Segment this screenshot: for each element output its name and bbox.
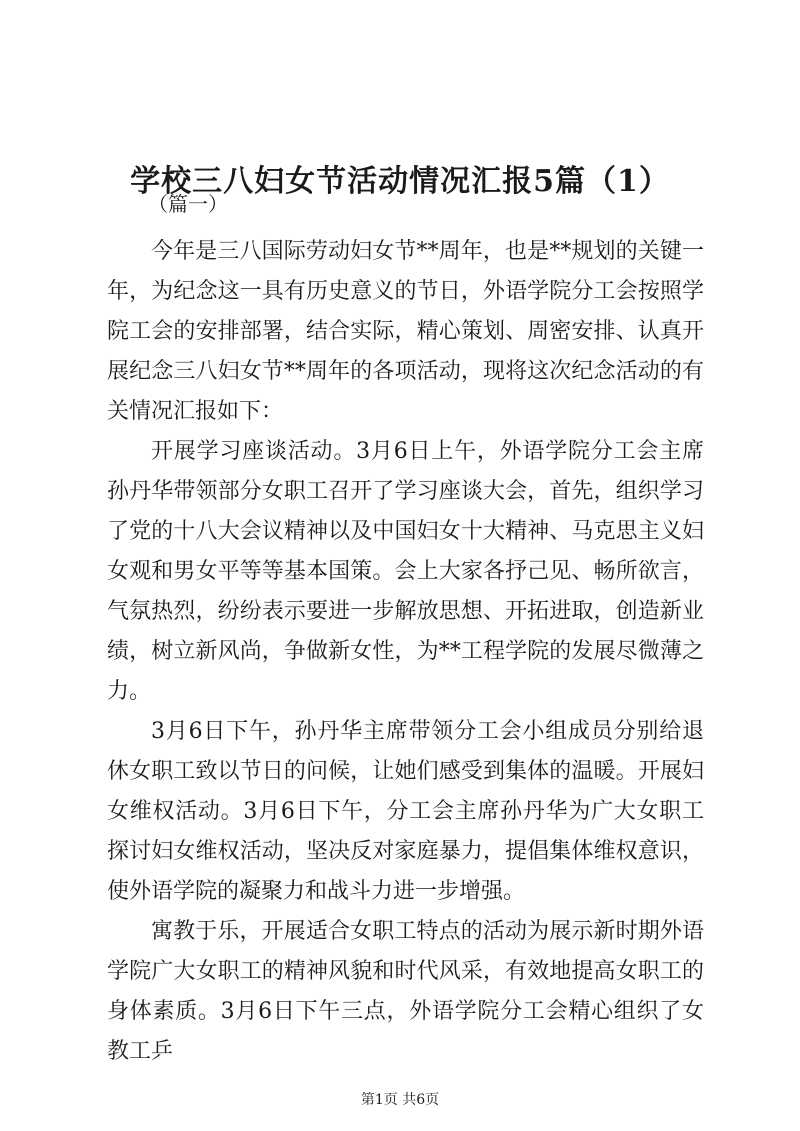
paragraph-intro: 今年是三八国际劳动妇女节**周年，也是**规划的关键一年，为纪念这一具有历史意义的节日，外语学院分工会按照学院工会的安排部署，结合实际，精心策划、周密安排、认真开展纪念三八妇女节**周年的各项活动，现将这次纪念活动的有关情况汇报如下：: [107, 239, 704, 424]
section-subtitle: （篇一）: [148, 192, 228, 216]
paragraph-recreation: 寓教于乐，开展适合女职工特点的活动为展示新时期外语学院广大女职工的精神风貌和时代风采，有效地提高女职工的身体素质。3月6日下午三点，外语学院分工会精心组织了女教工乒: [107, 919, 704, 1064]
paragraph-rights-activity: 3月6日下午，孙丹华主席带领分工会小组成员分别给退休女职工致以节日的问候，让她们感受到集体的温暖。开展妇女维权活动。3月6日下午，分工会主席孙丹华为广大女职工探讨妇女维权活动，坚决反对家庭暴力，提倡集体维权意识，使外语学院的凝聚力和战斗力进一步增强。: [107, 719, 704, 904]
paragraph-study-meeting: 开展学习座谈活动。3月6日上午，外语学院分工会主席孙丹华带领部分女职工召开了学习座谈大会，首先，组织学习了党的十八大会议精神以及中国妇女十大精神、马克思主义妇女观和男女平等等基本国策。会上大家各抒己见、畅所欲言，气氛热烈，纷纷表示要进一步解放思想、开拓进取，创造新业绩，树立新风尚，争做新女性，为**工程学院的发展尽微薄之力。: [107, 439, 704, 704]
document-body: [107, 232, 704, 1072]
page-title: 学校三八妇女节活动情况汇报5篇（1）: [130, 164, 670, 200]
page-footer: 第1页 共6页: [360, 1092, 440, 1108]
